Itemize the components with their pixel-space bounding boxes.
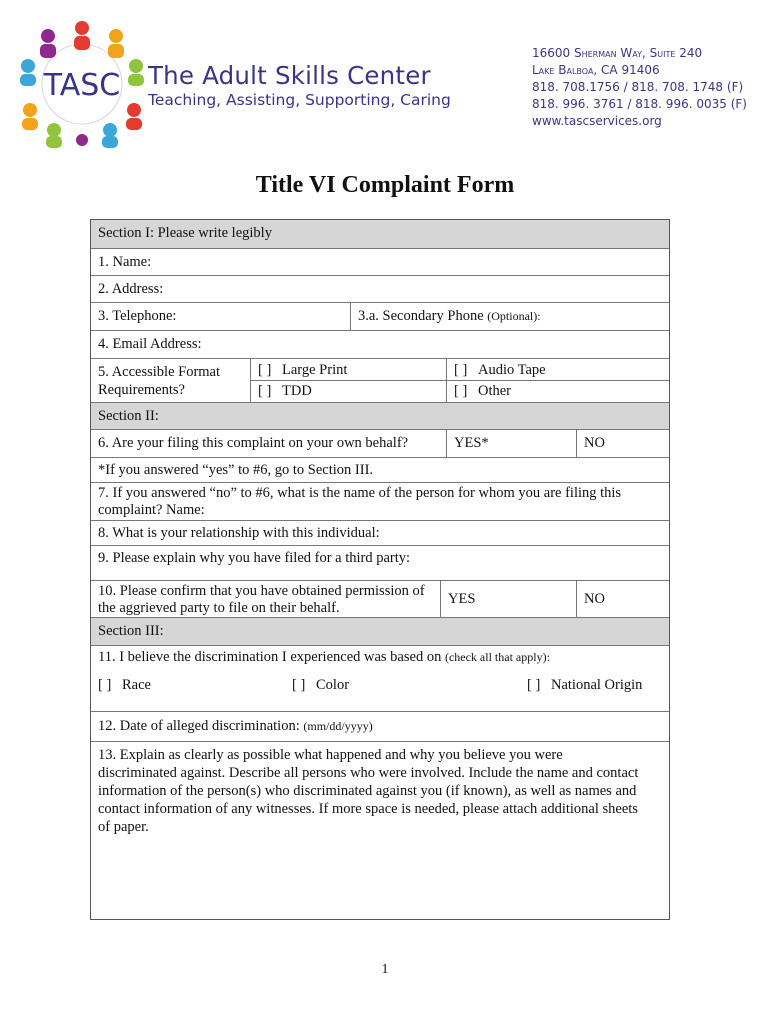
brand-block: [148, 62, 451, 110]
option-tdd[interactable]: [251, 381, 446, 402]
q13-label: [91, 742, 645, 919]
format-options-right: [446, 359, 669, 402]
label-other: Other: [478, 383, 512, 399]
email-label: 4. Email Address:: [98, 336, 202, 352]
checkbox-large-print[interactable]: [ ]: [258, 362, 272, 378]
q10-line-1: 10. Please confirm that you have obtained permission of: [98, 583, 425, 599]
phone-line-2: 818. 996. 3761 / 818. 996. 0035 (F): [532, 97, 747, 111]
checkbox-audio-tape[interactable]: [ ]: [454, 362, 468, 378]
section-3-header: [91, 617, 669, 645]
address-label: 2. Address:: [98, 281, 164, 297]
q11-text: 11. I believe the discrimination I experienced was based on: [98, 649, 442, 665]
address-row[interactable]: [91, 275, 669, 302]
q8-row[interactable]: [91, 520, 669, 545]
option-other[interactable]: [447, 381, 669, 402]
option-color[interactable]: [292, 677, 349, 694]
q12-label: [91, 712, 380, 741]
option-national-origin[interactable]: [527, 677, 642, 694]
q12-row[interactable]: [91, 711, 669, 741]
q9-label: 9. Please explain why you have filed for a third party:: [98, 550, 411, 566]
q6-row: [91, 429, 669, 457]
accessible-label-line-1: 5. Accessible Format: [98, 364, 221, 380]
tasc-logo: [18, 18, 146, 150]
q11-label: [91, 646, 669, 671]
q10-no-option[interactable]: NO: [576, 581, 669, 617]
checkbox-race[interactable]: [ ]: [98, 677, 112, 693]
address-block: [532, 45, 747, 130]
phone-line-1: 818. 708.1756 / 818. 708. 1748 (F): [532, 80, 744, 94]
telephone-label: 3. Telephone:: [98, 308, 177, 324]
q11-options: [91, 671, 669, 701]
telephone-field[interactable]: [91, 303, 350, 330]
section-2-header: [91, 402, 669, 429]
email-row[interactable]: [91, 330, 669, 358]
checkbox-color[interactable]: [ ]: [292, 677, 306, 693]
accessible-label-line-2: Requirements?: [98, 382, 185, 398]
org-tagline: Teaching, Assisting, Supporting, Caring: [148, 91, 451, 109]
label-large-print: Large Print: [282, 362, 348, 378]
q8-label: 8. What is your relationship with this individual:: [98, 525, 380, 541]
q6-no-option[interactable]: NO: [576, 430, 669, 457]
section-1-header: [91, 220, 669, 248]
q7-line-1: 7. If you answered “no” to #6, what is the name of the person for whom you are filing this: [98, 485, 622, 501]
q13-line-1: 13. Explain as clearly as possible what happened and why you believe you were: [98, 747, 563, 763]
page-number: 1: [381, 962, 389, 977]
complaint-form: [90, 219, 670, 920]
q11-row: [91, 645, 669, 711]
option-audio-tape[interactable]: [447, 359, 669, 381]
telephone-row: [91, 302, 669, 330]
q11-note: (check all that apply):: [444, 650, 550, 664]
name-row[interactable]: [91, 248, 669, 275]
checkbox-national-origin[interactable]: [ ]: [527, 677, 541, 693]
q7-line-2: complaint? Name:: [98, 502, 205, 518]
label-color: Color: [316, 677, 350, 693]
q10-row: [91, 580, 669, 617]
option-race[interactable]: [98, 677, 151, 694]
q6-note: *If you answered “yes” to #6, go to Section III.: [98, 462, 374, 478]
q13-line-3: information of the person(s) who discriminated against you (if known), as well as names and: [98, 783, 637, 799]
address-line-2: Lake Balboa, CA 91406: [532, 63, 660, 77]
section-3-title: Section III:: [98, 623, 164, 639]
address-line-1: 16600 Sherman Way, Suite 240: [532, 46, 703, 60]
q7-label: [91, 483, 628, 520]
q9-row[interactable]: [91, 545, 669, 580]
secondary-phone-label: 3.a. Secondary Phone: [358, 308, 484, 324]
q10-label: [91, 581, 440, 617]
secondary-phone-note: (Optional):: [487, 309, 541, 323]
q13-line-4: contact information of any witnesses. If more space is needed, please attach additional sheets: [98, 801, 638, 817]
q13-row[interactable]: [91, 741, 669, 919]
option-large-print[interactable]: [251, 359, 446, 381]
accessible-format-row: [91, 358, 669, 402]
q12-text: 12. Date of alleged discrimination:: [98, 718, 300, 734]
accessible-format-label: [91, 359, 250, 402]
website-link[interactable]: www.tascservices.org: [532, 114, 662, 128]
org-name: The Adult Skills Center: [148, 61, 431, 90]
label-tdd: TDD: [282, 383, 312, 399]
q10-yes-option[interactable]: YES: [440, 581, 576, 617]
q13-line-5: of paper.: [98, 819, 149, 835]
q12-note: (mm/dd/yyyy): [303, 719, 373, 733]
label-audio-tape: Audio Tape: [478, 362, 546, 378]
label-national-origin: National Origin: [551, 677, 643, 693]
form-title: Title VI Complaint Form: [255, 172, 515, 198]
q6-label: 6. Are your filing this complaint on your own behalf?: [98, 435, 409, 451]
name-label: 1. Name:: [98, 254, 152, 270]
note-row: [91, 457, 669, 482]
checkbox-tdd[interactable]: [ ]: [258, 383, 272, 399]
checkbox-other[interactable]: [ ]: [454, 383, 468, 399]
format-options-left: [250, 359, 446, 402]
q7-row[interactable]: [91, 482, 669, 520]
q13-line-2: discriminated against. Describe all persons who were involved. Include the name and contact: [98, 765, 639, 781]
section-2-title: Section II:: [98, 408, 159, 424]
secondary-phone-field[interactable]: [350, 303, 669, 330]
q6-yes-option[interactable]: YES*: [446, 430, 576, 457]
q10-line-2: the aggrieved party to file on their behalf.: [98, 600, 340, 616]
section-1-title: Section I: Please write legibly: [98, 225, 272, 241]
svg-text:TASC: TASC: [43, 68, 121, 103]
label-race: Race: [122, 677, 151, 693]
